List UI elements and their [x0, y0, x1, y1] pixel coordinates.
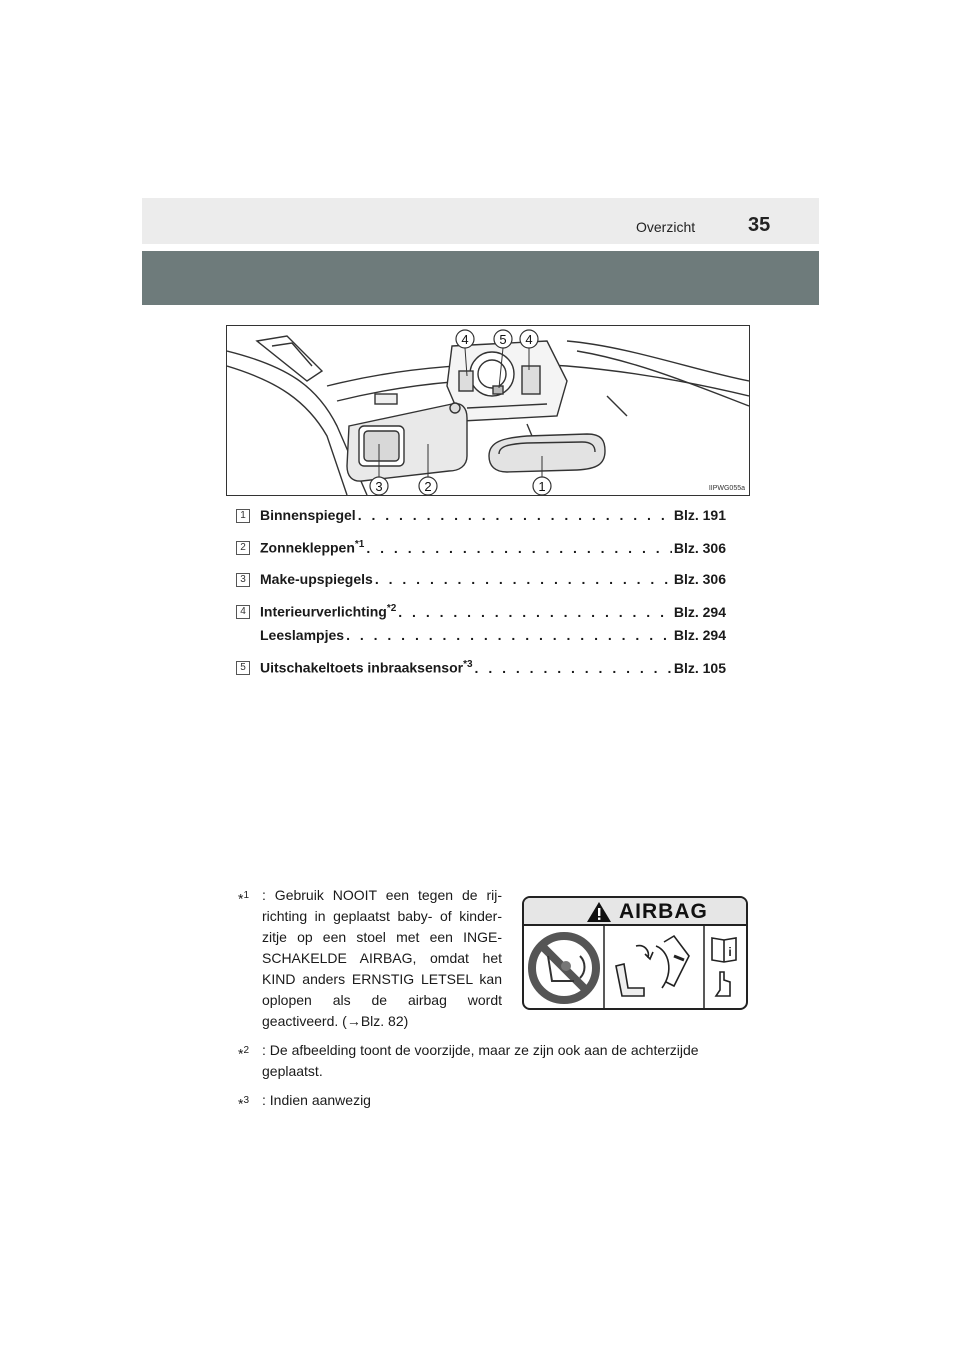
footnote-star: * — [238, 890, 244, 907]
footnote-star: * — [238, 1095, 244, 1112]
callout-label: 5 — [499, 332, 507, 347]
page-reference[interactable]: Blz. 191 — [673, 507, 726, 523]
item-number: 3 — [236, 573, 250, 587]
overhead-illustration — [226, 325, 750, 496]
svg-text:i: i — [728, 945, 732, 959]
list-item — [236, 603, 726, 627]
footnote-text: : Indien aanwezig — [262, 1092, 371, 1108]
page-reference[interactable]: Blz. 105 — [673, 659, 726, 676]
airbag-warning-label — [522, 896, 748, 1010]
list-item — [236, 571, 726, 595]
seat-airbag-diagram-icon — [616, 936, 689, 996]
airbag-title: AIRBAG — [619, 900, 708, 923]
no-rear-facing-seat-icon — [532, 936, 596, 1000]
page-reference[interactable]: Blz. 306 — [673, 571, 726, 587]
item-label: Binnenspiegel — [260, 507, 356, 523]
figure-code: IIPWG055a — [708, 485, 745, 492]
footnote-number: 2 — [243, 1045, 250, 1056]
footnote-mark: *3 — [463, 659, 473, 670]
footnote — [238, 1040, 748, 1082]
callout-label: 1 — [538, 479, 546, 494]
footnote — [238, 885, 502, 1032]
item-number: 5 — [236, 661, 250, 675]
list-item — [236, 627, 726, 651]
callout-label: 2 — [424, 479, 432, 494]
item-number: 4 — [236, 605, 250, 619]
item-label: Interieurverlichting — [260, 603, 387, 620]
list-item — [236, 507, 726, 531]
footnote-number: 3 — [243, 1095, 250, 1106]
footnote-text: : Gebruik NOOIT een tegen de rij-richting in geplaatst baby- of kinder-zitje op een stoel met een INGE-SCHAKELDE AIRBAG, omdat het KIND anders ERNSTIG LETSEL kan oplopen als de airbag wordt geactiveerd. (→Blz. 82) — [262, 887, 502, 1029]
item-number: 1 — [236, 509, 250, 523]
callout-label: 4 — [461, 332, 469, 347]
footnote-mark: *2 — [386, 603, 397, 614]
footnote — [238, 1090, 748, 1111]
footnote-number: 1 — [243, 890, 250, 901]
warning-triangle-icon — [584, 898, 614, 926]
callout-label: 4 — [525, 332, 533, 347]
car-interior-drawing — [227, 326, 749, 495]
header-bar — [142, 198, 819, 244]
item-label: Zonnekleppen — [260, 539, 355, 556]
item-label: Uitschakeltoets inbraaksensor — [260, 659, 464, 676]
page-reference[interactable]: Blz. 306 — [673, 539, 726, 556]
item-list — [236, 507, 726, 691]
airbag-pictograms — [524, 926, 746, 1010]
item-number: 2 — [236, 541, 250, 555]
page-reference[interactable]: Blz. 294 — [673, 627, 726, 643]
section-banner — [142, 251, 819, 305]
page-reference[interactable]: Blz. 294 — [673, 603, 726, 620]
item-label: Make-upspiegels — [260, 571, 373, 587]
callout-label: 3 — [375, 479, 383, 494]
page-number: 35 — [748, 214, 771, 236]
airbag-label-header — [524, 898, 746, 926]
footnote-mark: *1 — [354, 539, 365, 550]
footnote-star: * — [238, 1045, 244, 1062]
footnote-text: : De afbeelding toont de voorzijde, maar ze zijn ook aan de achterzijde geplaatst. — [262, 1042, 699, 1079]
manual-info-icon — [712, 938, 736, 996]
list-item — [236, 659, 726, 683]
item-label: Leeslampjes — [260, 627, 345, 643]
section-title: Overzicht — [636, 219, 696, 235]
list-item — [236, 539, 726, 563]
